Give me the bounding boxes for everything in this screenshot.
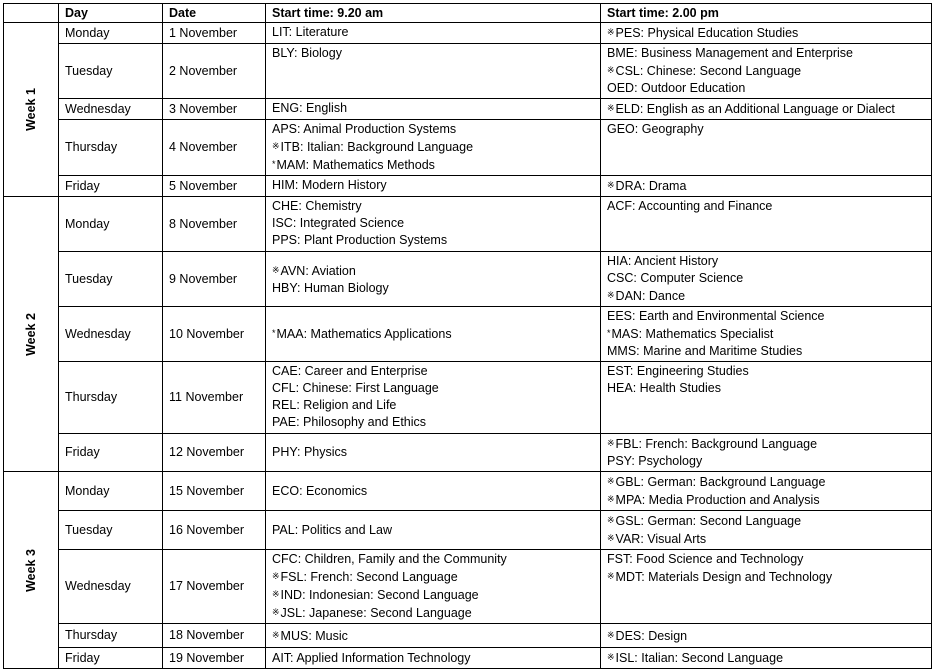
- header-row: [4, 4, 932, 23]
- subject-entry: [272, 100, 594, 117]
- subject-marker: ※: [607, 438, 615, 448]
- date-cell: 4 November: [163, 120, 266, 176]
- subject-name: ECO: Economics: [272, 483, 368, 498]
- timetable-body: [4, 23, 932, 669]
- date-cell: 5 November: [163, 176, 266, 197]
- pm-session-cell: [601, 624, 932, 648]
- subject-name: GEO: Geography: [607, 122, 704, 136]
- subject-name: JSL: Japanese: Second Language: [280, 606, 472, 620]
- am-session-cell: [266, 624, 601, 648]
- subject-entry: [272, 586, 594, 604]
- subject-name: MAA: Mathematics Applications: [276, 327, 452, 341]
- subject-name: AIT: Applied Information Technology: [272, 650, 471, 665]
- day-cell: Monday: [59, 23, 163, 44]
- subject-name: CFC: Children, Family and the Community: [272, 552, 507, 566]
- subject-name: GSL: German: Second Language: [615, 514, 802, 528]
- subject-entry: [272, 522, 594, 539]
- subject-name: MDT: Materials Design and Technology: [615, 570, 833, 584]
- subject-name: MPA: Media Production and Analysis: [615, 493, 820, 507]
- subject-name: PSY: Psychology: [607, 454, 703, 468]
- subject-entry: [607, 512, 925, 530]
- day-row: [4, 434, 932, 472]
- subject-marker: ※: [607, 629, 615, 640]
- date-cell: 16 November: [163, 511, 266, 550]
- subject-name: ISL: Italian: Second Language: [615, 651, 784, 665]
- day-row: [4, 511, 932, 550]
- subject-entry: [607, 627, 925, 645]
- subject-entry: [607, 270, 925, 287]
- subject-marker: ※: [607, 515, 615, 525]
- pm-session-cell: [601, 176, 932, 197]
- subject-entry: [272, 177, 594, 194]
- am-session-cell: [266, 176, 601, 197]
- subject-marker: *: [272, 328, 276, 338]
- am-session-cell: [266, 307, 601, 362]
- day-row: [4, 648, 932, 669]
- header-date: Date: [163, 4, 266, 23]
- date-cell: 9 November: [163, 252, 266, 307]
- day-row: [4, 176, 932, 197]
- subject-name: HIA: Ancient History: [607, 254, 719, 268]
- subject-entry: [607, 308, 925, 325]
- subject-name: MMS: Marine and Maritime Studies: [607, 344, 803, 358]
- subject-entry: [607, 649, 925, 667]
- subject-name: PES: Physical Education Studies: [615, 26, 799, 40]
- subject-marker: ※: [607, 27, 615, 37]
- day-cell: Wednesday: [59, 99, 163, 120]
- pm-session-cell: [601, 362, 932, 434]
- date-cell: 2 November: [163, 44, 266, 99]
- subject-entry: [607, 551, 925, 568]
- subject-entry: [272, 121, 594, 138]
- am-session-cell: [266, 252, 601, 307]
- day-cell: Monday: [59, 197, 163, 252]
- subject-entry: [272, 551, 594, 568]
- pm-session-cell: [601, 252, 932, 307]
- week-label: Week 2: [23, 312, 38, 356]
- subject-marker: ※: [272, 607, 280, 617]
- subject-name: ELD: English as an Additional Language or Dialect: [615, 102, 895, 116]
- subject-marker: ※: [607, 65, 615, 75]
- day-cell: Thursday: [59, 624, 163, 648]
- subject-entry: [272, 363, 594, 380]
- subject-name: AVN: Aviation: [280, 263, 356, 278]
- subject-marker: *: [607, 328, 611, 338]
- day-row: [4, 44, 932, 99]
- subject-name: DRA: Drama: [615, 179, 687, 193]
- week-label: Week 1: [23, 88, 38, 131]
- day-cell: Monday: [59, 472, 163, 511]
- am-session-cell: [266, 362, 601, 434]
- date-cell: 1 November: [163, 23, 266, 44]
- week-cell: [4, 472, 59, 669]
- subject-name: HIM: Modern History: [272, 178, 387, 192]
- pm-session-cell: [601, 99, 932, 120]
- subject-entry: [272, 138, 594, 156]
- am-session-cell: [266, 472, 601, 511]
- subject-name: PAE: Philosophy and Ethics: [272, 415, 427, 429]
- subject-marker: ※: [272, 589, 280, 599]
- day-cell: Friday: [59, 176, 163, 197]
- date-cell: 18 November: [163, 624, 266, 648]
- subject-entry: [607, 568, 925, 586]
- am-session-cell: [266, 197, 601, 252]
- subject-name: ITB: Italian: Background Language: [280, 140, 474, 154]
- subject-entry: [607, 121, 925, 138]
- subject-name: CSL: Chinese: Second Language: [615, 64, 802, 78]
- subject-entry: [607, 80, 925, 97]
- subject-name: PHY: Physics: [272, 445, 348, 459]
- subject-marker: ※: [607, 494, 615, 504]
- date-cell: 11 November: [163, 362, 266, 434]
- day-row: [4, 120, 932, 176]
- subject-name: ISC: Integrated Science: [272, 216, 405, 230]
- subject-entry: [607, 473, 925, 491]
- day-row: [4, 99, 932, 120]
- subject-name: MAS: Mathematics Specialist: [611, 327, 774, 341]
- header-pm-session: Start time: 2.00 pm: [601, 4, 932, 23]
- day-row: [4, 23, 932, 44]
- subject-entry: [272, 604, 594, 622]
- subject-name: MAM: Mathematics Methods: [276, 158, 435, 172]
- subject-name: PAL: Politics and Law: [272, 522, 392, 537]
- subject-marker: ※: [272, 141, 280, 151]
- pm-session-cell: [601, 511, 932, 550]
- subject-marker: ※: [607, 180, 615, 190]
- subject-entry: [607, 325, 925, 343]
- subject-entry: [607, 177, 925, 195]
- date-cell: 15 November: [163, 472, 266, 511]
- date-cell: 8 November: [163, 197, 266, 252]
- subject-name: ACF: Accounting and Finance: [607, 199, 773, 213]
- am-session-cell: [266, 99, 601, 120]
- subject-entry: [272, 262, 594, 280]
- subject-name: BLY: Biology: [272, 46, 342, 60]
- day-row: [4, 362, 932, 434]
- am-session-cell: [266, 44, 601, 99]
- subject-entry: [272, 444, 594, 461]
- pm-session-cell: [601, 434, 932, 472]
- subject-name: FBL: French: Background Language: [615, 437, 818, 451]
- subject-entry: [607, 435, 925, 453]
- subject-marker: ※: [272, 264, 280, 275]
- day-row: [4, 197, 932, 252]
- day-cell: Tuesday: [59, 44, 163, 99]
- subject-entry: [272, 627, 594, 645]
- subject-entry: [272, 483, 594, 500]
- day-cell: Tuesday: [59, 252, 163, 307]
- subject-entry: [272, 397, 594, 414]
- day-cell: Wednesday: [59, 550, 163, 624]
- subject-name: CHE: Chemistry: [272, 199, 362, 213]
- date-cell: 3 November: [163, 99, 266, 120]
- am-session-cell: [266, 434, 601, 472]
- day-row: [4, 624, 932, 648]
- subject-entry: [272, 232, 594, 249]
- subject-name: HEA: Health Studies: [607, 381, 721, 395]
- pm-session-cell: [601, 44, 932, 99]
- subject-entry: [607, 343, 925, 360]
- subject-name: PPS: Plant Production Systems: [272, 233, 448, 247]
- subject-marker: *: [272, 159, 276, 169]
- subject-name: DES: Design: [615, 628, 688, 643]
- subject-entry: [607, 380, 925, 397]
- day-cell: Tuesday: [59, 511, 163, 550]
- subject-entry: [607, 530, 925, 548]
- subject-marker: ※: [607, 290, 615, 300]
- am-session-cell: [266, 550, 601, 624]
- date-cell: 17 November: [163, 550, 266, 624]
- pm-session-cell: [601, 307, 932, 362]
- am-session-cell: [266, 120, 601, 176]
- subject-entry: [272, 568, 594, 586]
- header-day: Day: [59, 4, 163, 23]
- subject-name: BME: Business Management and Enterprise: [607, 46, 853, 60]
- subject-entry: [607, 453, 925, 470]
- subject-name: HBY: Human Biology: [272, 280, 389, 295]
- day-cell: Thursday: [59, 120, 163, 176]
- subject-name: VAR: Visual Arts: [615, 532, 707, 546]
- subject-entry: [607, 62, 925, 80]
- am-session-cell: [266, 648, 601, 669]
- week-label: Week 3: [23, 548, 38, 592]
- pm-session-cell: [601, 472, 932, 511]
- header-am-session: Start time: 9.20 am: [266, 4, 601, 23]
- subject-name: EST: Engineering Studies: [607, 364, 749, 378]
- pm-session-cell: [601, 197, 932, 252]
- pm-session-cell: [601, 23, 932, 44]
- header-week: [4, 4, 59, 23]
- subject-name: EES: Earth and Environmental Science: [607, 309, 825, 323]
- subject-name: MUS: Music: [280, 628, 348, 643]
- subject-entry: [272, 280, 594, 297]
- subject-entry: [272, 45, 594, 62]
- subject-name: IND: Indonesian: Second Language: [280, 588, 479, 602]
- subject-name: GBL: German: Background Language: [615, 475, 826, 489]
- pm-session-cell: [601, 648, 932, 669]
- subject-entry: [272, 156, 594, 174]
- subject-name: APS: Animal Production Systems: [272, 122, 457, 136]
- subject-entry: [607, 45, 925, 62]
- subject-entry: [272, 215, 594, 232]
- day-cell: Wednesday: [59, 307, 163, 362]
- subject-name: DAN: Dance: [615, 289, 686, 303]
- day-cell: Thursday: [59, 362, 163, 434]
- day-row: [4, 472, 932, 511]
- exam-timetable-container: [3, 3, 932, 669]
- subject-name: REL: Religion and Life: [272, 398, 397, 412]
- week-cell: [4, 23, 59, 197]
- subject-entry: [607, 198, 925, 215]
- subject-entry: [272, 414, 594, 431]
- subject-entry: [607, 491, 925, 509]
- subject-marker: ※: [272, 571, 280, 581]
- day-row: [4, 550, 932, 624]
- subject-name: CFL: Chinese: First Language: [272, 381, 439, 395]
- subject-entry: [607, 100, 925, 118]
- subject-name: CSC: Computer Science: [607, 271, 744, 285]
- day-cell: Friday: [59, 434, 163, 472]
- day-row: [4, 252, 932, 307]
- subject-entry: [272, 198, 594, 215]
- subject-entry: [272, 650, 594, 667]
- subject-entry: [272, 325, 594, 343]
- date-cell: 12 November: [163, 434, 266, 472]
- date-cell: 10 November: [163, 307, 266, 362]
- subject-marker: ※: [607, 476, 615, 486]
- subject-name: ENG: English: [272, 101, 348, 115]
- subject-name: FST: Food Science and Technology: [607, 552, 804, 566]
- subject-entry: [272, 380, 594, 397]
- subject-marker: ※: [607, 103, 615, 113]
- subject-entry: [272, 24, 594, 41]
- subject-entry: [607, 287, 925, 305]
- pm-session-cell: [601, 550, 932, 624]
- am-session-cell: [266, 511, 601, 550]
- subject-marker: ※: [607, 652, 615, 662]
- subject-name: OED: Outdoor Education: [607, 81, 746, 95]
- subject-name: CAE: Career and Enterprise: [272, 364, 428, 378]
- subject-marker: ※: [607, 533, 615, 543]
- subject-name: FSL: French: Second Language: [280, 570, 458, 584]
- am-session-cell: [266, 23, 601, 44]
- week-cell: [4, 197, 59, 472]
- exam-timetable: [3, 3, 932, 669]
- day-row: [4, 307, 932, 362]
- subject-entry: [607, 24, 925, 42]
- subject-entry: [607, 363, 925, 380]
- subject-marker: ※: [607, 571, 615, 581]
- subject-name: LIT: Literature: [272, 25, 349, 39]
- date-cell: 19 November: [163, 648, 266, 669]
- pm-session-cell: [601, 120, 932, 176]
- day-cell: Friday: [59, 648, 163, 669]
- subject-marker: ※: [272, 629, 280, 640]
- subject-entry: [607, 253, 925, 270]
